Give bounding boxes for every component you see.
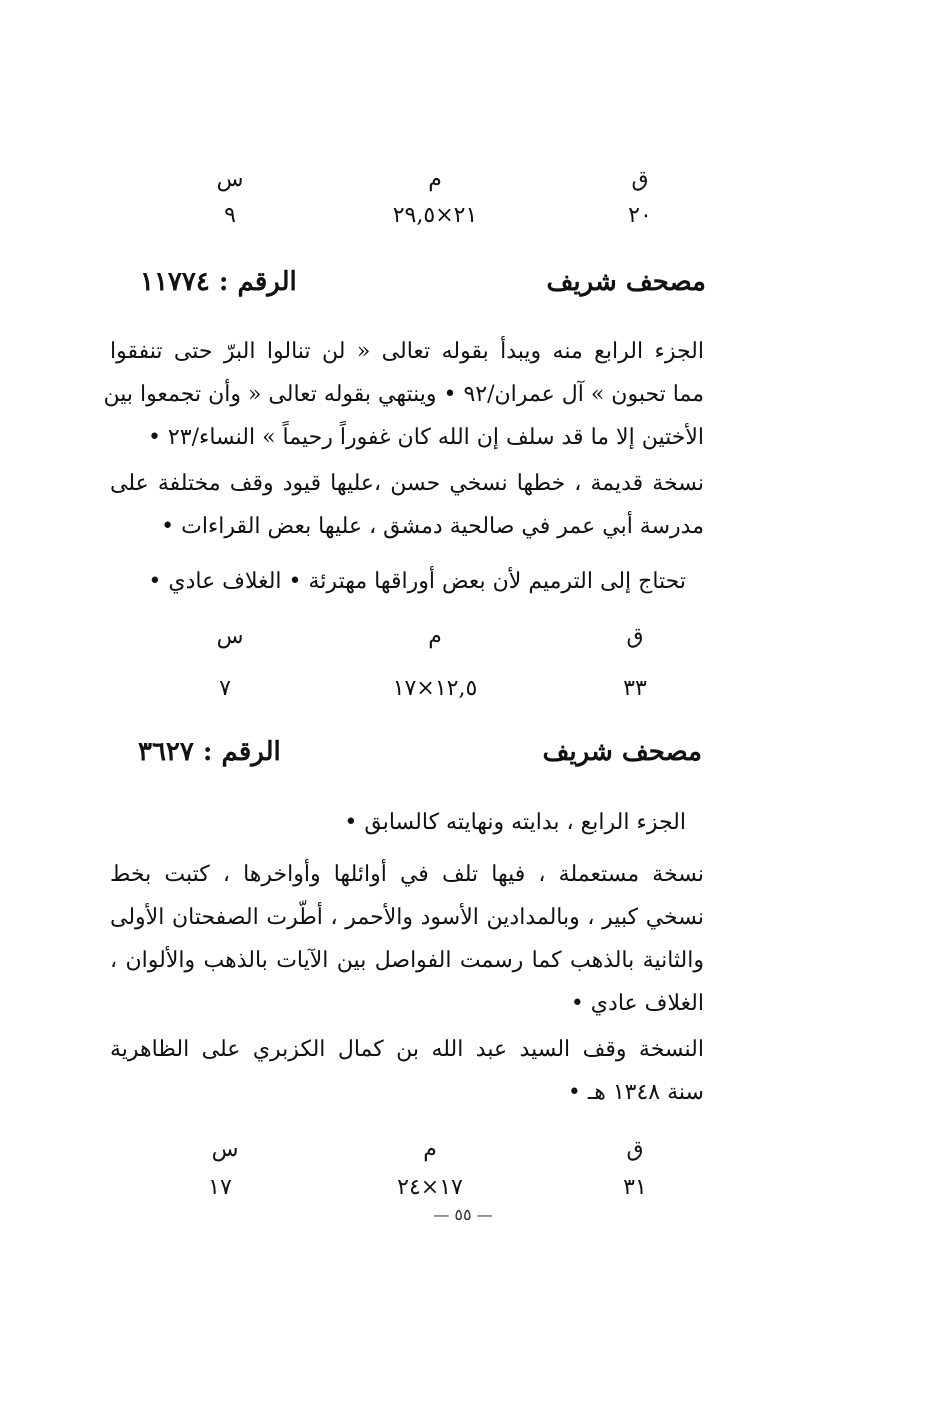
text-line: نسخة قديمة ، خطها نسخي حسن ،عليها قيود وقف مختلفة على — [110, 471, 704, 496]
entry-number: الرقم : ١١٧٧٤ — [140, 267, 297, 297]
stats-value-s: ٧ — [219, 676, 231, 701]
stats-label-s: س — [216, 167, 244, 192]
stats-label-m: م — [428, 167, 442, 192]
entry-title: مصحف شريف — [542, 737, 702, 767]
entry-description — [103, 330, 704, 459]
stats-value-s: ٩ — [224, 203, 236, 228]
stats-table — [0, 1135, 926, 1215]
stats-value-s: ١٧ — [208, 1175, 232, 1200]
stats-label-q: ق — [626, 1137, 644, 1162]
text-line: الغلاف عادي • — [570, 991, 704, 1016]
stats-value-m: ٢١×٢٩,٥ — [392, 203, 478, 228]
entry-condition — [110, 853, 704, 1025]
stats-value-q: ٢٠ — [628, 203, 652, 228]
text-line: نسخي كبير ، وبالمدادين الأسود والأحمر ، أطّرت الصفحتان الأولى — [110, 905, 704, 930]
text-line: مدرسة أبي عمر في صالحية دمشق ، عليها بعض القراءات • — [161, 514, 704, 539]
entry-description — [110, 801, 704, 844]
text-line: تحتاج إلى الترميم لأن بعض أوراقها مهترئة • الغلاف عادي • — [148, 569, 686, 594]
stats-label-q: ق — [626, 624, 644, 649]
text-line: الجزء الرابع منه ويبدأ بقوله تعالى « لن تنالوا البرّ حتى تنفقوا — [110, 339, 704, 364]
text-line: سنة ١٣٤٨ هـ • — [567, 1080, 704, 1105]
entry-note — [110, 1028, 704, 1114]
text-line: الأختين إلا ما قد سلف إن الله كان غفوراً رحيماً » النساء/٢٣ • — [147, 425, 704, 450]
entry-heading — [0, 264, 926, 304]
stats-value-m: ١٢,٥×١٧ — [392, 676, 478, 701]
entry-heading — [0, 734, 926, 774]
stats-label-s: س — [211, 1137, 239, 1162]
page-number: — ٥٥ — — [433, 1205, 493, 1224]
stats-table-top — [0, 165, 926, 245]
stats-label-m: م — [428, 624, 442, 649]
entry-condition — [110, 462, 704, 548]
stats-label-m: م — [423, 1137, 437, 1162]
stats-label-s: س — [216, 624, 244, 649]
text-line: نسخة مستعملة ، فيها تلف في أوائلها وأواخرها ، كتبت بخط — [110, 862, 704, 887]
stats-table — [0, 622, 926, 702]
text-line: الجزء الرابع ، بدايته ونهايته كالسابق • — [344, 810, 686, 835]
stats-value-q: ٣٣ — [623, 676, 647, 701]
entry-number: الرقم : ٣٦٢٧ — [138, 737, 281, 767]
entry-note — [110, 560, 704, 603]
text-line: مما تحبون » آل عمران/٩٢ • وينتهي بقوله تعالى « وأن تجمعوا بين — [103, 382, 704, 407]
stats-value-m: ١٧×٢٤ — [397, 1175, 463, 1200]
stats-label-q: ق — [631, 167, 649, 192]
text-line: والثانية بالذهب كما رسمت الفواصل بين الآيات بالذهب والألوان ، — [110, 948, 704, 973]
entry-title: مصحف شريف — [546, 267, 706, 297]
text-line: النسخة وقف السيد عبد الله بن كمال الكزبري على الظاهرية — [110, 1037, 704, 1062]
stats-value-q: ٣١ — [623, 1175, 647, 1200]
